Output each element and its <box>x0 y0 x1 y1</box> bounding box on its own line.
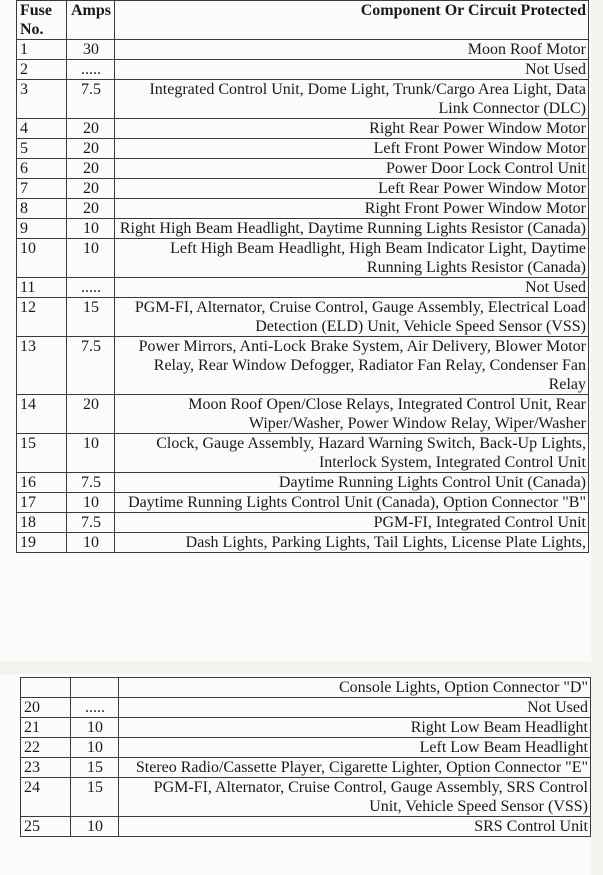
component-cell: Moon Roof Motor <box>115 40 589 60</box>
table-row <box>17 60 589 80</box>
component-cell: Right Low Beam Headlight <box>119 718 591 738</box>
fuse-number-cell: 7 <box>17 179 67 199</box>
table-row <box>17 179 589 199</box>
amps-cell: 20 <box>67 119 115 139</box>
amps-cell: 10 <box>67 493 115 513</box>
component-cell: Not Used <box>119 698 591 718</box>
table-row <box>17 199 589 219</box>
table-row <box>17 395 589 434</box>
table-row <box>17 119 589 139</box>
amps-cell: 7.5 <box>67 513 115 533</box>
fuse-number-cell: 14 <box>17 395 67 434</box>
component-cell: Right High Beam Headlight, Daytime Running Lights Resistor (Canada) <box>115 219 589 239</box>
amps-cell: 10 <box>71 718 119 738</box>
header-component: Component Or Circuit Protected <box>115 1 589 40</box>
component-cell: Left Low Beam Headlight <box>119 738 591 758</box>
fuse-table-part-1 <box>16 0 589 553</box>
component-cell: Dash Lights, Parking Lights, Tail Lights, License Plate Lights, <box>115 533 589 553</box>
table-row <box>17 219 589 239</box>
table-row <box>21 758 591 778</box>
fuse-number-cell: 13 <box>17 337 67 395</box>
component-cell: Right Front Power Window Motor <box>115 199 589 219</box>
fuse-number-cell: 24 <box>21 778 71 817</box>
amps-cell: 15 <box>71 758 119 778</box>
table-row <box>17 434 589 473</box>
table-row <box>17 473 589 493</box>
component-cell: Power Door Lock Control Unit <box>115 159 589 179</box>
component-cell: Integrated Control Unit, Dome Light, Trunk/Cargo Area Light, Data Link Connector (DLC) <box>115 80 589 119</box>
amps-cell <box>71 678 119 698</box>
header-amps: Amps <box>67 1 115 40</box>
table-header-row <box>17 1 589 40</box>
header-fuse-no: Fuse No. <box>17 1 67 40</box>
fuse-number-cell: 3 <box>17 80 67 119</box>
fuse-number-cell: 8 <box>17 199 67 219</box>
amps-cell: 15 <box>71 778 119 817</box>
table-row <box>17 40 589 60</box>
component-cell: Not Used <box>115 278 589 298</box>
fuse-number-cell: 15 <box>17 434 67 473</box>
amps-cell: 20 <box>67 179 115 199</box>
fuse-number-cell: 1 <box>17 40 67 60</box>
fuse-number-cell: 12 <box>17 298 67 337</box>
amps-cell: 10 <box>71 817 119 837</box>
fuse-number-cell: 16 <box>17 473 67 493</box>
amps-cell: ..... <box>71 698 119 718</box>
component-cell: Right Rear Power Window Motor <box>115 119 589 139</box>
page-break-gap <box>0 662 603 674</box>
component-cell: Power Mirrors, Anti-Lock Brake System, Air Delivery, Blower Motor Relay, Rear Window Defogger, Radiator Fan Relay, Condenser Fan Relay <box>115 337 589 395</box>
component-cell: SRS Control Unit <box>119 817 591 837</box>
fuse-number-cell: 9 <box>17 219 67 239</box>
amps-cell: 7.5 <box>67 473 115 493</box>
fuse-number-cell: 6 <box>17 159 67 179</box>
fuse-number-cell: 2 <box>17 60 67 80</box>
amps-cell: 7.5 <box>67 80 115 119</box>
component-cell: Left Rear Power Window Motor <box>115 179 589 199</box>
fuse-number-cell: 11 <box>17 278 67 298</box>
amps-cell: 20 <box>67 139 115 159</box>
component-cell: Daytime Running Lights Control Unit (Canada), Option Connector "B" <box>115 493 589 513</box>
amps-cell: 10 <box>67 239 115 278</box>
component-cell: Moon Roof Open/Close Relays, Integrated Control Unit, Rear Wiper/Washer, Power Window Relay, Wiper/Washer <box>115 395 589 434</box>
component-cell: Console Lights, Option Connector "D" <box>119 678 591 698</box>
fuse-number-cell <box>21 678 71 698</box>
table-row <box>17 239 589 278</box>
fuse-number-cell: 22 <box>21 738 71 758</box>
table-row <box>17 80 589 119</box>
table-row <box>17 337 589 395</box>
fuse-number-cell: 4 <box>17 119 67 139</box>
table-row <box>17 139 589 159</box>
table-row <box>21 718 591 738</box>
fuse-number-cell: 18 <box>17 513 67 533</box>
amps-cell: 20 <box>67 395 115 434</box>
fuse-number-cell: 23 <box>21 758 71 778</box>
component-cell: Clock, Gauge Assembly, Hazard Warning Switch, Back-Up Lights, Interlock System, Integrated Control Unit <box>115 434 589 473</box>
table-row <box>17 278 589 298</box>
table-row <box>17 513 589 533</box>
component-cell: PGM-FI, Alternator, Cruise Control, Gauge Assembly, SRS Control Unit, Vehicle Speed Sensor (VSS) <box>119 778 591 817</box>
component-cell: PGM-FI, Alternator, Cruise Control, Gauge Assembly, Electrical Load Detection (ELD) Unit, Vehicle Speed Sensor (VSS) <box>115 298 589 337</box>
table-row <box>21 817 591 837</box>
fuse-number-cell: 21 <box>21 718 71 738</box>
amps-cell: 20 <box>67 199 115 219</box>
table-row <box>17 298 589 337</box>
fuse-number-cell: 10 <box>17 239 67 278</box>
amps-cell: ..... <box>67 278 115 298</box>
table-row <box>21 778 591 817</box>
amps-cell: ..... <box>67 60 115 80</box>
amps-cell: 10 <box>67 434 115 473</box>
amps-cell: 20 <box>67 159 115 179</box>
amps-cell: 15 <box>67 298 115 337</box>
fuse-number-cell: 19 <box>17 533 67 553</box>
page-edge <box>591 0 603 875</box>
fuse-number-cell: 17 <box>17 493 67 513</box>
amps-cell: 30 <box>67 40 115 60</box>
fuse-number-cell: 25 <box>21 817 71 837</box>
amps-cell: 10 <box>67 219 115 239</box>
amps-cell: 7.5 <box>67 337 115 395</box>
fuse-table-part-2 <box>20 677 591 837</box>
amps-cell: 10 <box>67 533 115 553</box>
component-cell: PGM-FI, Integrated Control Unit <box>115 513 589 533</box>
table-row <box>17 533 589 553</box>
table-row <box>17 159 589 179</box>
table-row <box>21 738 591 758</box>
component-cell: Not Used <box>115 60 589 80</box>
component-cell: Daytime Running Lights Control Unit (Canada) <box>115 473 589 493</box>
fuse-number-cell: 20 <box>21 698 71 718</box>
amps-cell: 10 <box>71 738 119 758</box>
table-row <box>17 493 589 513</box>
table-row <box>21 698 591 718</box>
fuse-number-cell: 5 <box>17 139 67 159</box>
component-cell: Left Front Power Window Motor <box>115 139 589 159</box>
component-cell: Stereo Radio/Cassette Player, Cigarette Lighter, Option Connector "E" <box>119 758 591 778</box>
component-cell: Left High Beam Headlight, High Beam Indicator Light, Daytime Running Lights Resistor (Canada) <box>115 239 589 278</box>
table-row <box>21 678 591 698</box>
